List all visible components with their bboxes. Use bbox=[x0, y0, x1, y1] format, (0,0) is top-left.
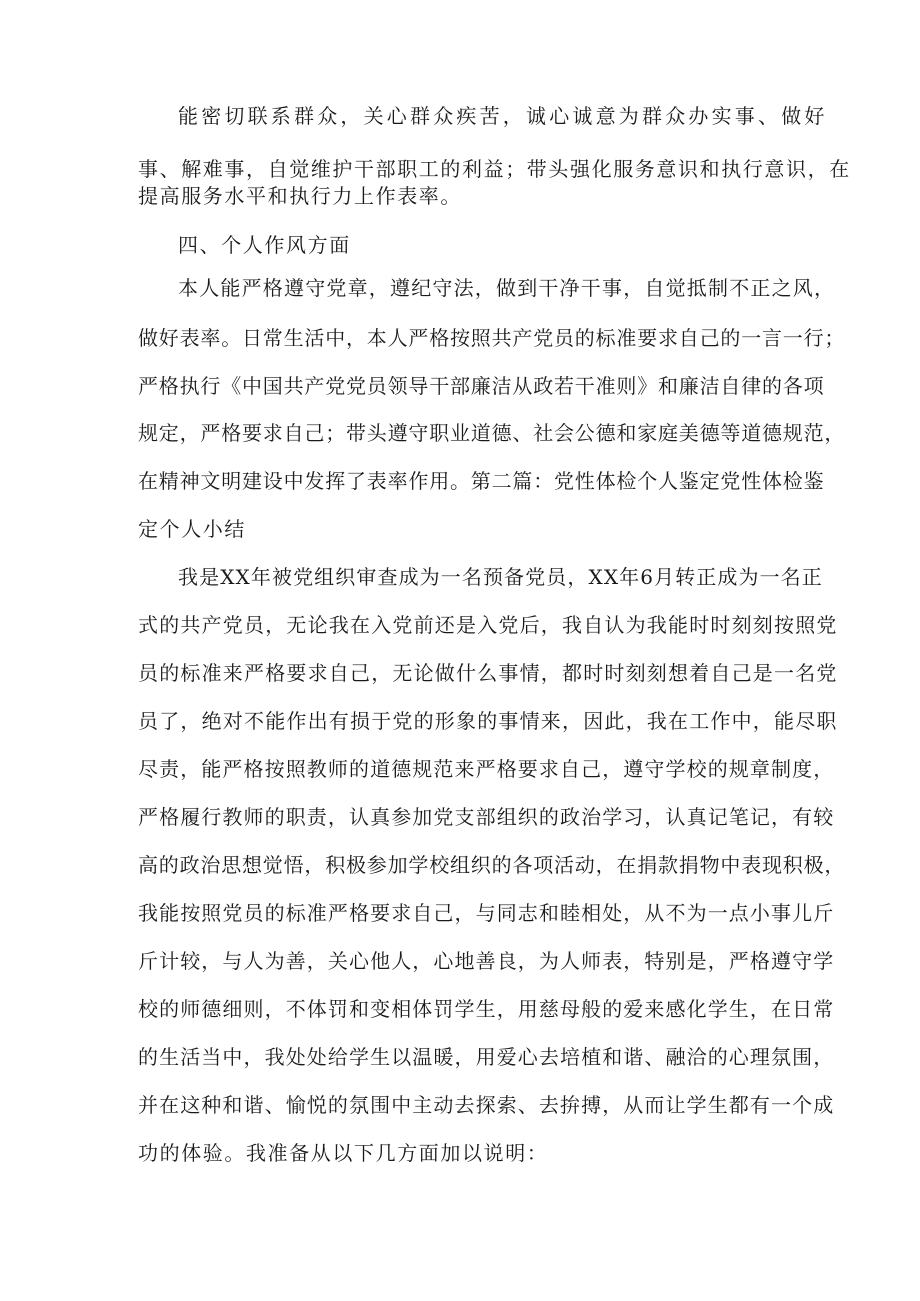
text-line: 功的体验。我准备从以下几方面加以说明： bbox=[138, 1141, 549, 1165]
text-line: 严格执行《中国共产党党员领导干部廉洁从政若干准则》和廉洁自律的各项 bbox=[138, 374, 825, 398]
text-line: 并在这种和谐、愉悦的氛围中主动去探索、去拚搏，从而让学生都有一个成 bbox=[138, 1093, 835, 1117]
text-line: 事、解难事，自觉维护干部职工的利益；带头强化服务意识和执行意识，在 bbox=[138, 157, 851, 181]
text-line: 斤计较，与人为善，关心他人，心地善良，为人师表，特别是，严格遵守学 bbox=[138, 949, 835, 973]
text-line: 做好表率。日常生活中，本人严格按照共产党员的标准要求自己的一言一行； bbox=[138, 326, 846, 350]
text-line: 我是XX年被党组织审查成为一名预备党员，XX年6月转正成为一名正 bbox=[178, 565, 823, 589]
text-line: 员的标准来严格要求自己，无论做什么事情，都时时刻刻想着自己是一名党 bbox=[138, 661, 838, 685]
text-line: 校的师德细则，不体罚和变相体罚学生，用慈母般的爱来感化学生，在日常 bbox=[138, 997, 835, 1021]
text-line: 我能按照党员的标准严格要求自己，与同志和睦相处，从不为一点小事儿斤 bbox=[138, 901, 835, 925]
text-line: 本人能严格遵守党章，遵纪守法，做到干净干事，自觉抵制不正之风， bbox=[178, 276, 836, 300]
text-line: 在精神文明建设中发挥了表率作用。第二篇：党性体检个人鉴定党性体检鉴 bbox=[138, 469, 825, 493]
section-heading: 四、个人作风方面 bbox=[178, 233, 351, 257]
text-line: 尽责，能严格按照教师的道德规范来严格要求自己，遵守学校的规章制度， bbox=[138, 757, 835, 781]
text-line: 严格履行教师的职责，认真参加党支部组织的政治学习，认真记笔记，有较 bbox=[138, 805, 835, 829]
text-line: 定个人小结 bbox=[138, 517, 246, 541]
text-line: 规定，严格要求自己；带头遵守职业道德、社会公德和家庭美德等道德规范， bbox=[138, 421, 846, 445]
text-line: 提高服务水平和执行力上作表率。 bbox=[138, 184, 462, 208]
text-line: 式的共产党员，无论我在入党前还是入党后，我自认为我能时时刻刻按照党 bbox=[138, 613, 838, 637]
text-line: 高的政治思想觉悟，积极参加学校组织的各项活动，在捐款捐物中表现积极， bbox=[138, 853, 846, 877]
text-line: 的生活当中，我处处给学生以温暖，用爱心去培植和谐、融洽的心理氛围， bbox=[138, 1045, 835, 1069]
text-line: 能密切联系群众，关心群众疾苦，诚心诚意为群众办实事、做好 bbox=[178, 104, 828, 128]
text-line: 员了，绝对不能作出有损于党的形象的事情来，因此，我在工作中，能尽职 bbox=[138, 709, 838, 733]
